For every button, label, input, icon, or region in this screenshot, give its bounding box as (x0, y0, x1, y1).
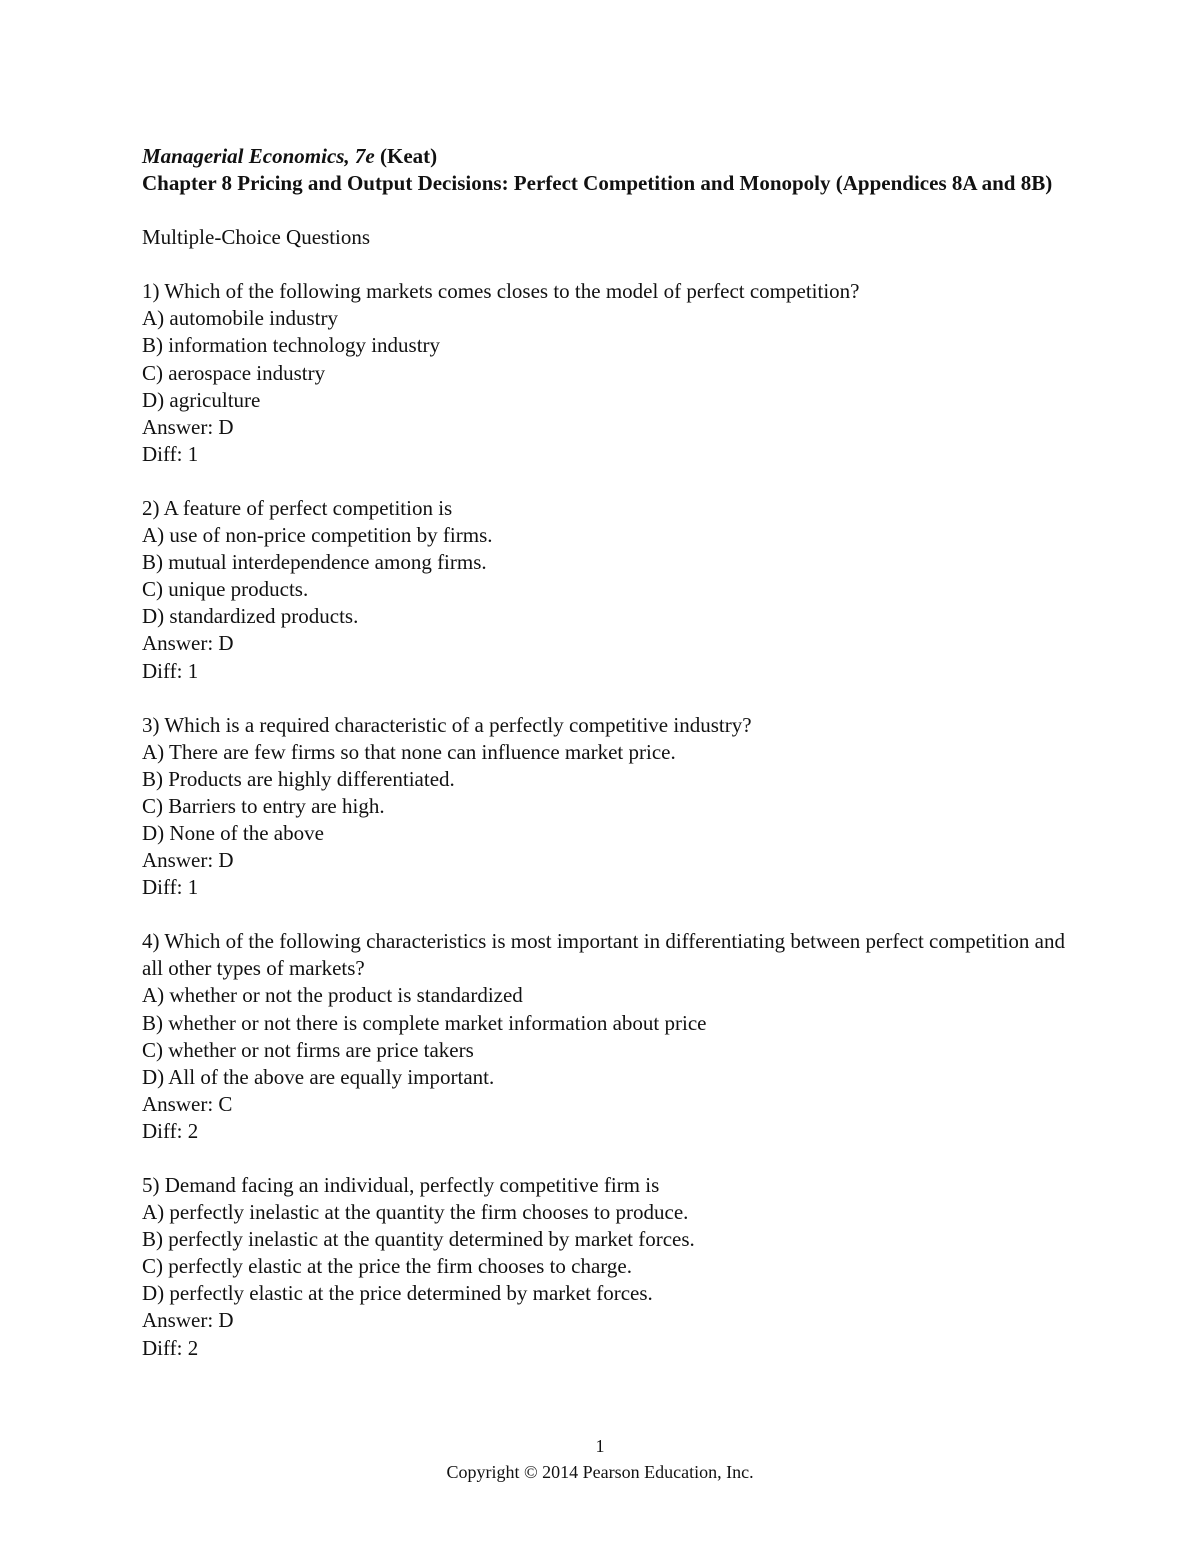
copyright-notice: Copyright © 2014 Pearson Education, Inc. (446, 1462, 754, 1482)
option-d: D) None of the above (142, 820, 324, 845)
answer: Answer: D (142, 848, 234, 873)
question-2 (142, 495, 1072, 685)
option-d: D) perfectly elastic at the price determined by market forces. (142, 1281, 653, 1306)
option-c: C) unique products. (142, 577, 309, 602)
option-a: A) automobile industry (142, 306, 338, 331)
answer: Answer: C (142, 1091, 233, 1116)
option-b: B) whether or not there is complete market information about price (142, 1010, 707, 1035)
question-stem: 4) Which of the following characteristics is most important in differentiating between perfect competition and all other types of markets? (142, 929, 1065, 981)
question-1 (142, 278, 1072, 468)
option-a: A) There are few firms so that none can influence market price. (142, 739, 676, 764)
question-stem: 1) Which of the following markets comes closes to the model of perfect competition? (142, 279, 860, 304)
answer: Answer: D (142, 631, 234, 656)
difficulty: Diff: 1 (142, 658, 199, 683)
difficulty: Diff: 2 (142, 1335, 199, 1360)
option-d: D) agriculture (142, 387, 261, 412)
option-a: A) perfectly inelastic at the quantity the firm chooses to produce. (142, 1200, 689, 1225)
option-b: B) information technology industry (142, 333, 441, 358)
option-a: A) use of non-price competition by firms. (142, 523, 493, 548)
question-5 (142, 1172, 1072, 1362)
option-a: A) whether or not the product is standardized (142, 983, 523, 1008)
difficulty: Diff: 1 (142, 441, 199, 466)
answer: Answer: D (142, 1308, 234, 1333)
book-title (142, 143, 1072, 170)
option-d: D) All of the above are equally important. (142, 1064, 495, 1089)
question-stem: 5) Demand facing an individual, perfectly competitive firm is (142, 1173, 660, 1197)
option-b: B) Products are highly differentiated. (142, 766, 455, 791)
book-title-author: (Keat) (374, 144, 438, 168)
section-heading: Multiple-Choice Questions (142, 225, 371, 250)
answer: Answer: D (142, 414, 234, 439)
option-b: B) mutual interdependence among firms. (142, 550, 487, 575)
page-number: 1 (595, 1436, 605, 1456)
question-stem: 2) A feature of perfect competition is (142, 495, 453, 520)
book-title-italic: Managerial Economics, 7e (142, 144, 375, 168)
option-c: C) perfectly elastic at the price the firm chooses to charge. (142, 1254, 632, 1279)
question-stem: 3) Which is a required characteristic of a perfectly competitive industry? (142, 712, 752, 737)
option-c: C) whether or not firms are price takers (142, 1037, 474, 1062)
question-3 (142, 712, 1072, 902)
page-footer (0, 1433, 1200, 1485)
option-b: B) perfectly inelastic at the quantity determined by market forces. (142, 1227, 695, 1252)
chapter-title: Chapter 8 Pricing and Output Decisions: Perfect Competition and Monopoly (Appendices 8A and 8B) (142, 171, 1053, 196)
difficulty: Diff: 2 (142, 1118, 199, 1143)
option-c: C) aerospace industry (142, 360, 326, 385)
option-d: D) standardized products. (142, 604, 359, 629)
difficulty: Diff: 1 (142, 875, 199, 900)
question-4 (142, 928, 1072, 1145)
document-page (142, 143, 1072, 1389)
option-c: C) Barriers to entry are high. (142, 793, 385, 818)
